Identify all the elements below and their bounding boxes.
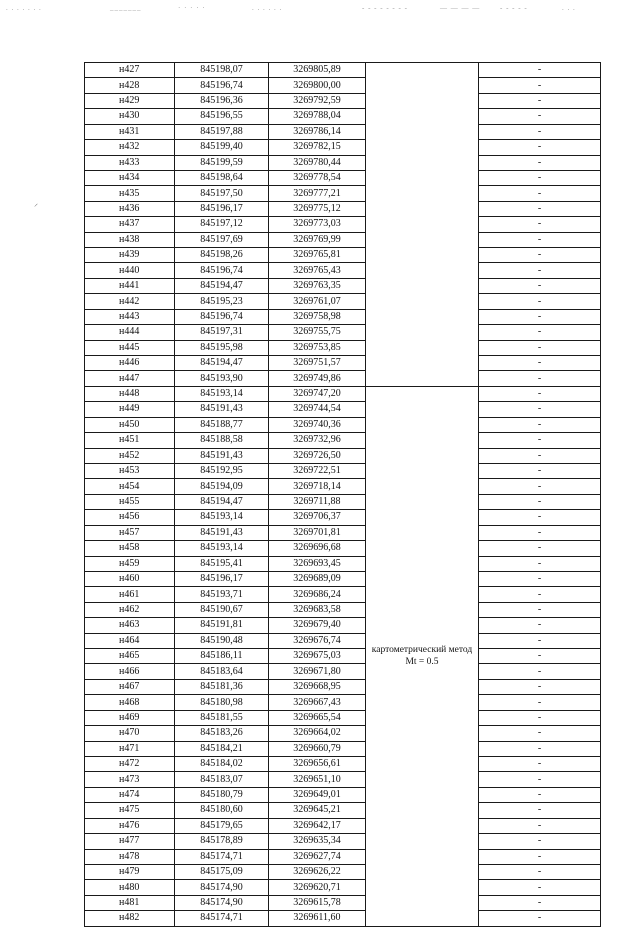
y-coordinate-cell: 3269668,95 <box>269 679 366 694</box>
x-coordinate-cell: 845191,43 <box>175 525 269 540</box>
table-row <box>85 140 601 155</box>
x-coordinate-cell: 845183,26 <box>175 726 269 741</box>
method-cell <box>366 63 479 387</box>
y-coordinate-cell: 3269711,88 <box>269 494 366 509</box>
table-row <box>85 248 601 263</box>
y-coordinate-cell: 3269775,12 <box>269 201 366 216</box>
point-id-cell: н476 <box>85 818 175 833</box>
description-cell: - <box>479 325 601 340</box>
x-coordinate-cell: 845181,55 <box>175 710 269 725</box>
header-noise-fragment: _______ <box>110 4 142 12</box>
table-row <box>85 556 601 571</box>
description-cell: - <box>479 895 601 910</box>
x-coordinate-cell: 845193,14 <box>175 510 269 525</box>
method-cell: картометрический метод Mt = 0.5 <box>366 386 479 926</box>
point-id-cell: н430 <box>85 109 175 124</box>
x-coordinate-cell: 845175,09 <box>175 864 269 879</box>
description-cell: - <box>479 695 601 710</box>
y-coordinate-cell: 3269747,20 <box>269 386 366 401</box>
x-coordinate-cell: 845193,14 <box>175 541 269 556</box>
point-id-cell: н472 <box>85 756 175 771</box>
point-id-cell: н433 <box>85 155 175 170</box>
table-row <box>85 895 601 910</box>
point-id-cell: н462 <box>85 602 175 617</box>
y-coordinate-cell: 3269740,36 <box>269 417 366 432</box>
y-coordinate-cell: 3269769,99 <box>269 232 366 247</box>
table-row <box>85 602 601 617</box>
x-coordinate-cell: 845197,88 <box>175 124 269 139</box>
point-id-cell: н442 <box>85 294 175 309</box>
table-row <box>85 510 601 525</box>
header-noise-fragment: . . . . . . . <box>6 4 42 12</box>
description-cell: - <box>479 741 601 756</box>
x-coordinate-cell: 845193,90 <box>175 371 269 386</box>
x-coordinate-cell: 845180,79 <box>175 787 269 802</box>
x-coordinate-cell: 845196,17 <box>175 571 269 586</box>
y-coordinate-cell: 3269642,17 <box>269 818 366 833</box>
point-id-cell: н479 <box>85 864 175 879</box>
table-row <box>85 726 601 741</box>
x-coordinate-cell: 845199,59 <box>175 155 269 170</box>
x-coordinate-cell: 845179,65 <box>175 818 269 833</box>
y-coordinate-cell: 3269649,01 <box>269 787 366 802</box>
y-coordinate-cell: 3269665,54 <box>269 710 366 725</box>
description-cell: - <box>479 556 601 571</box>
description-cell: - <box>479 818 601 833</box>
description-cell: - <box>479 911 601 926</box>
y-coordinate-cell: 3269627,74 <box>269 849 366 864</box>
point-id-cell: н457 <box>85 525 175 540</box>
description-cell: - <box>479 356 601 371</box>
description-cell: - <box>479 541 601 556</box>
y-coordinate-cell: 3269780,44 <box>269 155 366 170</box>
description-cell: - <box>479 371 601 386</box>
y-coordinate-cell: 3269667,43 <box>269 695 366 710</box>
y-coordinate-cell: 3269686,24 <box>269 587 366 602</box>
description-cell: - <box>479 571 601 586</box>
point-id-cell: н447 <box>85 371 175 386</box>
description-cell: - <box>479 633 601 648</box>
table-row <box>85 864 601 879</box>
point-id-cell: н478 <box>85 849 175 864</box>
scan-header-noise <box>0 0 640 14</box>
point-id-cell: н440 <box>85 263 175 278</box>
y-coordinate-cell: 3269689,09 <box>269 571 366 586</box>
point-id-cell: н482 <box>85 911 175 926</box>
y-coordinate-cell: 3269788,04 <box>269 109 366 124</box>
point-id-cell: н429 <box>85 93 175 108</box>
y-coordinate-cell: 3269620,71 <box>269 880 366 895</box>
point-id-cell: н449 <box>85 402 175 417</box>
point-id-cell: н468 <box>85 695 175 710</box>
description-cell: - <box>479 433 601 448</box>
point-id-cell: н427 <box>85 63 175 78</box>
description-cell: - <box>479 463 601 478</box>
header-noise-fragment: - - - - - <box>500 4 528 12</box>
table-row <box>85 818 601 833</box>
table-row <box>85 417 601 432</box>
header-noise-fragment: - - - - - - - - <box>362 4 408 12</box>
x-coordinate-cell: 845198,07 <box>175 63 269 78</box>
table-row <box>85 679 601 694</box>
y-coordinate-cell: 3269765,43 <box>269 263 366 278</box>
y-coordinate-cell: 3269726,50 <box>269 448 366 463</box>
point-id-cell: н456 <box>85 510 175 525</box>
y-coordinate-cell: 3269635,34 <box>269 834 366 849</box>
point-id-cell: н454 <box>85 479 175 494</box>
description-cell: - <box>479 248 601 263</box>
description-cell: - <box>479 170 601 185</box>
point-id-cell: н453 <box>85 463 175 478</box>
x-coordinate-cell: 845197,12 <box>175 217 269 232</box>
description-cell: - <box>479 864 601 879</box>
table-row <box>85 371 601 386</box>
x-coordinate-cell: 845197,69 <box>175 232 269 247</box>
y-coordinate-cell: 3269706,37 <box>269 510 366 525</box>
x-coordinate-cell: 845194,09 <box>175 479 269 494</box>
point-id-cell: н446 <box>85 356 175 371</box>
description-cell: - <box>479 217 601 232</box>
table-row <box>85 232 601 247</box>
table-row <box>85 93 601 108</box>
point-id-cell: н469 <box>85 710 175 725</box>
x-coordinate-cell: 845197,50 <box>175 186 269 201</box>
x-coordinate-cell: 845174,90 <box>175 880 269 895</box>
point-id-cell: н477 <box>85 834 175 849</box>
description-cell: - <box>479 602 601 617</box>
y-coordinate-cell: 3269645,21 <box>269 803 366 818</box>
x-coordinate-cell: 845196,55 <box>175 109 269 124</box>
y-coordinate-cell: 3269696,68 <box>269 541 366 556</box>
scan-mark: ⸝ <box>34 199 38 208</box>
y-coordinate-cell: 3269792,59 <box>269 93 366 108</box>
table-row <box>85 463 601 478</box>
point-id-cell: н475 <box>85 803 175 818</box>
description-cell: - <box>479 510 601 525</box>
description-cell: - <box>479 479 601 494</box>
description-cell: - <box>479 340 601 355</box>
x-coordinate-cell: 845174,71 <box>175 911 269 926</box>
table-row <box>85 263 601 278</box>
x-coordinate-cell: 845190,48 <box>175 633 269 648</box>
y-coordinate-cell: 3269732,96 <box>269 433 366 448</box>
point-id-cell: н441 <box>85 278 175 293</box>
header-noise-fragment: · · · · · <box>178 4 206 12</box>
x-coordinate-cell: 845198,64 <box>175 170 269 185</box>
y-coordinate-cell: 3269782,15 <box>269 140 366 155</box>
table-row <box>85 356 601 371</box>
point-id-cell: н467 <box>85 679 175 694</box>
x-coordinate-cell: 845190,67 <box>175 602 269 617</box>
table-row <box>85 124 601 139</box>
y-coordinate-cell: 3269755,75 <box>269 325 366 340</box>
header-noise-fragment: — — — — <box>440 4 481 12</box>
y-coordinate-cell: 3269773,03 <box>269 217 366 232</box>
x-coordinate-cell: 845178,89 <box>175 834 269 849</box>
y-coordinate-cell: 3269758,98 <box>269 309 366 324</box>
point-id-cell: н459 <box>85 556 175 571</box>
y-coordinate-cell: 3269718,14 <box>269 479 366 494</box>
x-coordinate-cell: 845197,31 <box>175 325 269 340</box>
description-cell: - <box>479 649 601 664</box>
y-coordinate-cell: 3269679,40 <box>269 618 366 633</box>
table-row <box>85 201 601 216</box>
table-row <box>85 294 601 309</box>
x-coordinate-cell: 845184,21 <box>175 741 269 756</box>
x-coordinate-cell: 845196,74 <box>175 78 269 93</box>
table-row <box>85 448 601 463</box>
y-coordinate-cell: 3269722,51 <box>269 463 366 478</box>
point-id-cell: н474 <box>85 787 175 802</box>
y-coordinate-cell: 3269805,89 <box>269 63 366 78</box>
x-coordinate-cell: 845188,58 <box>175 433 269 448</box>
description-cell: - <box>479 417 601 432</box>
x-coordinate-cell: 845191,43 <box>175 448 269 463</box>
x-coordinate-cell: 845196,17 <box>175 201 269 216</box>
y-coordinate-cell: 3269763,35 <box>269 278 366 293</box>
description-cell: - <box>479 756 601 771</box>
x-coordinate-cell: 845195,23 <box>175 294 269 309</box>
description-cell: - <box>479 386 601 401</box>
table-row <box>85 587 601 602</box>
table-row <box>85 849 601 864</box>
description-cell: - <box>479 587 601 602</box>
table-row <box>85 880 601 895</box>
point-id-cell: н471 <box>85 741 175 756</box>
y-coordinate-cell: 3269778,54 <box>269 170 366 185</box>
table-row <box>85 309 601 324</box>
y-coordinate-cell: 3269656,61 <box>269 756 366 771</box>
table-row <box>85 78 601 93</box>
point-id-cell: н455 <box>85 494 175 509</box>
y-coordinate-cell: 3269671,80 <box>269 664 366 679</box>
y-coordinate-cell: 3269749,86 <box>269 371 366 386</box>
table-row <box>85 217 601 232</box>
x-coordinate-cell: 845181,36 <box>175 679 269 694</box>
description-cell: - <box>479 93 601 108</box>
description-cell: - <box>479 494 601 509</box>
x-coordinate-cell: 845188,77 <box>175 417 269 432</box>
y-coordinate-cell: 3269786,14 <box>269 124 366 139</box>
description-cell: - <box>479 710 601 725</box>
table-row <box>85 787 601 802</box>
x-coordinate-cell: 845180,98 <box>175 695 269 710</box>
description-cell: - <box>479 201 601 216</box>
point-id-cell: н450 <box>85 417 175 432</box>
point-id-cell: н452 <box>85 448 175 463</box>
x-coordinate-cell: 845198,26 <box>175 248 269 263</box>
x-coordinate-cell: 845199,40 <box>175 140 269 155</box>
table-row <box>85 911 601 926</box>
table-row <box>85 325 601 340</box>
x-coordinate-cell: 845183,64 <box>175 664 269 679</box>
point-id-cell: н481 <box>85 895 175 910</box>
y-coordinate-cell: 3269761,07 <box>269 294 366 309</box>
x-coordinate-cell: 845196,74 <box>175 263 269 278</box>
description-cell: - <box>479 787 601 802</box>
y-coordinate-cell: 3269777,21 <box>269 186 366 201</box>
table-row <box>85 340 601 355</box>
point-id-cell: н480 <box>85 880 175 895</box>
description-cell: - <box>479 186 601 201</box>
x-coordinate-cell: 845193,71 <box>175 587 269 602</box>
point-id-cell: н463 <box>85 618 175 633</box>
y-coordinate-cell: 3269676,74 <box>269 633 366 648</box>
table-row <box>85 479 601 494</box>
table-row <box>85 571 601 586</box>
x-coordinate-cell: 845196,74 <box>175 309 269 324</box>
x-coordinate-cell: 845183,07 <box>175 772 269 787</box>
y-coordinate-cell: 3269683,58 <box>269 602 366 617</box>
x-coordinate-cell: 845195,41 <box>175 556 269 571</box>
y-coordinate-cell: 3269693,45 <box>269 556 366 571</box>
description-cell: - <box>479 263 601 278</box>
table-row <box>85 278 601 293</box>
y-coordinate-cell: 3269611,60 <box>269 911 366 926</box>
table-row <box>85 664 601 679</box>
x-coordinate-cell: 845191,81 <box>175 618 269 633</box>
y-coordinate-cell: 3269615,78 <box>269 895 366 910</box>
description-cell: - <box>479 232 601 247</box>
table-row <box>85 710 601 725</box>
table-row <box>85 803 601 818</box>
point-id-cell: н445 <box>85 340 175 355</box>
point-id-cell: н465 <box>85 649 175 664</box>
table-row <box>85 494 601 509</box>
x-coordinate-cell: 845174,90 <box>175 895 269 910</box>
table-row <box>85 63 601 78</box>
description-cell: - <box>479 525 601 540</box>
y-coordinate-cell: 3269626,22 <box>269 864 366 879</box>
description-cell: - <box>479 834 601 849</box>
y-coordinate-cell: 3269744,54 <box>269 402 366 417</box>
table-row <box>85 756 601 771</box>
point-id-cell: н466 <box>85 664 175 679</box>
table-row <box>85 649 601 664</box>
point-id-cell: н431 <box>85 124 175 139</box>
point-id-cell: н460 <box>85 571 175 586</box>
table-row <box>85 386 601 401</box>
y-coordinate-cell: 3269675,03 <box>269 649 366 664</box>
description-cell: - <box>479 803 601 818</box>
x-coordinate-cell: 845184,02 <box>175 756 269 771</box>
x-coordinate-cell: 845192,95 <box>175 463 269 478</box>
y-coordinate-cell: 3269651,10 <box>269 772 366 787</box>
description-cell: - <box>479 109 601 124</box>
x-coordinate-cell: 845191,43 <box>175 402 269 417</box>
description-cell: - <box>479 402 601 417</box>
point-id-cell: н443 <box>85 309 175 324</box>
description-cell: - <box>479 294 601 309</box>
description-cell: - <box>479 278 601 293</box>
table-row <box>85 433 601 448</box>
table-row <box>85 834 601 849</box>
point-id-cell: н434 <box>85 170 175 185</box>
header-noise-fragment: . . . . . . <box>252 4 283 12</box>
point-id-cell: н444 <box>85 325 175 340</box>
y-coordinate-cell: 3269765,81 <box>269 248 366 263</box>
y-coordinate-cell: 3269753,85 <box>269 340 366 355</box>
description-cell: - <box>479 124 601 139</box>
y-coordinate-cell: 3269751,57 <box>269 356 366 371</box>
description-cell: - <box>479 726 601 741</box>
table-row <box>85 525 601 540</box>
point-id-cell: н470 <box>85 726 175 741</box>
table-row <box>85 695 601 710</box>
table-row <box>85 402 601 417</box>
x-coordinate-cell: 845186,11 <box>175 649 269 664</box>
table-row <box>85 618 601 633</box>
description-cell: - <box>479 849 601 864</box>
x-coordinate-cell: 845194,47 <box>175 494 269 509</box>
header-noise-fragment: . . . <box>562 4 576 12</box>
point-id-cell: н473 <box>85 772 175 787</box>
point-id-cell: н448 <box>85 386 175 401</box>
x-coordinate-cell: 845194,47 <box>175 356 269 371</box>
y-coordinate-cell: 3269701,81 <box>269 525 366 540</box>
point-id-cell: н439 <box>85 248 175 263</box>
table-row <box>85 170 601 185</box>
y-coordinate-cell: 3269800,00 <box>269 78 366 93</box>
table-row <box>85 633 601 648</box>
x-coordinate-cell: 845194,47 <box>175 278 269 293</box>
x-coordinate-cell: 845174,71 <box>175 849 269 864</box>
description-cell: - <box>479 618 601 633</box>
table-row <box>85 186 601 201</box>
description-cell: - <box>479 664 601 679</box>
point-id-cell: н428 <box>85 78 175 93</box>
x-coordinate-cell: 845196,36 <box>175 93 269 108</box>
point-id-cell: н458 <box>85 541 175 556</box>
coordinates-table <box>84 62 601 927</box>
description-cell: - <box>479 679 601 694</box>
point-id-cell: н464 <box>85 633 175 648</box>
x-coordinate-cell: 845193,14 <box>175 386 269 401</box>
y-coordinate-cell: 3269664,02 <box>269 726 366 741</box>
table-row <box>85 772 601 787</box>
description-cell: - <box>479 63 601 78</box>
point-id-cell: н438 <box>85 232 175 247</box>
point-id-cell: н435 <box>85 186 175 201</box>
description-cell: - <box>479 772 601 787</box>
description-cell: - <box>479 155 601 170</box>
description-cell: - <box>479 309 601 324</box>
description-cell: - <box>479 880 601 895</box>
point-id-cell: н461 <box>85 587 175 602</box>
x-coordinate-cell: 845195,98 <box>175 340 269 355</box>
point-id-cell: н432 <box>85 140 175 155</box>
table-row <box>85 741 601 756</box>
description-cell: - <box>479 140 601 155</box>
point-id-cell: н451 <box>85 433 175 448</box>
table-row <box>85 155 601 170</box>
table-row <box>85 541 601 556</box>
description-cell: - <box>479 448 601 463</box>
y-coordinate-cell: 3269660,79 <box>269 741 366 756</box>
table-row <box>85 109 601 124</box>
coordinates-table-body <box>85 63 601 927</box>
point-id-cell: н436 <box>85 201 175 216</box>
description-cell: - <box>479 78 601 93</box>
x-coordinate-cell: 845180,60 <box>175 803 269 818</box>
point-id-cell: н437 <box>85 217 175 232</box>
